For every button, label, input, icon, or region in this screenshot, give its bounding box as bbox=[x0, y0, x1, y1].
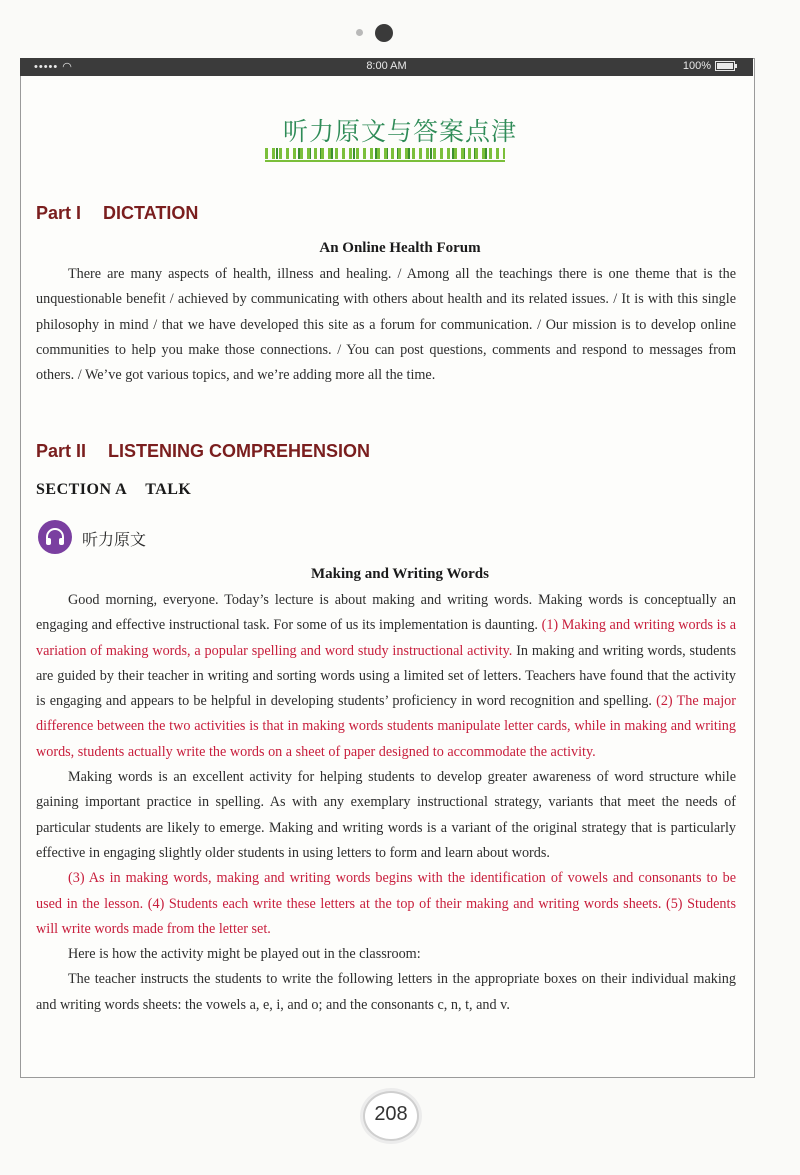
part1-passage bbox=[36, 262, 736, 388]
battery-percent: 100% bbox=[682, 60, 711, 72]
battery-status bbox=[683, 60, 735, 72]
dictation-text: There are many aspects of health, illness and healing. / Among all the teachings there is one theme that is the unquestionable benefit / achieved by communicating with others about health and its related issues. / It is with this single philosophy in mind / that we have developed this site as a forum for communication. / Our mission is to develop online communities to help you make those connections. / You can post questions, comments and respond to messages from others. / We’ve got various topics, and we’re adding more all the time. bbox=[36, 266, 736, 384]
part2-heading bbox=[36, 441, 370, 462]
part2-number: Part II bbox=[36, 441, 87, 461]
part1-name: DICTATION bbox=[103, 203, 199, 223]
part1-heading bbox=[36, 203, 198, 224]
answer-1: (1) Making and writing words is a variation of making words, a popular spelling and word study instructional activity. bbox=[36, 617, 736, 659]
section-a-heading bbox=[36, 481, 191, 499]
part2-passage-title: Making and Writing Words bbox=[311, 566, 489, 582]
page-number-badge bbox=[363, 1091, 419, 1141]
title-decoration bbox=[265, 148, 505, 159]
device-camera bbox=[353, 22, 403, 44]
page-number: 208 bbox=[374, 1103, 408, 1125]
paragraph-1 bbox=[36, 588, 736, 765]
part1-number: Part I bbox=[36, 203, 82, 223]
camera-lens bbox=[375, 24, 393, 42]
p1-text-c: In making and writing words, students are guided by their teacher in writing and sorting words using a limited set of letters. Teachers have found that the activity is engaging and appears to be helpful in developing students’ proficiency in word recognition and spelling. bbox=[36, 642, 736, 710]
section-label: SECTION A bbox=[36, 481, 128, 498]
signal-indicator: ••••• ◠ bbox=[34, 61, 73, 73]
battery-icon bbox=[715, 61, 735, 71]
audio-label-text: 听力原文 bbox=[82, 530, 147, 549]
part1-passage-title: An Online Health Forum bbox=[319, 240, 481, 256]
answers-3-5: (3) As in making words, making and writing words begins with the identification of vowels and consonants to be used in the lesson. (4) Students each write these letters at the top of their making and writing words sheets. (5) Students will write words made from the letter set. bbox=[36, 870, 736, 937]
paragraph-5: The teacher instructs the students to write the following letters in the appropriate boxes on their individual making and writing words sheets: the vowels a, e, i, and o; and the consonants c, n, t, and v. bbox=[36, 971, 736, 1013]
sensor-dot bbox=[356, 29, 363, 36]
section-name: TALK bbox=[145, 481, 192, 498]
status-time: 8:00 AM bbox=[366, 60, 407, 72]
page-title: 听力原文与答案点津 bbox=[282, 117, 517, 146]
headphones-icon bbox=[38, 520, 72, 554]
p1-text-a: Good morning, everyone. Today’s lecture is about making and writing words. Making words is conceptually an engaging and effective instructional task. For some of us its implementation is daunting. bbox=[36, 592, 736, 634]
part2-name: LISTENING COMPREHENSION bbox=[108, 441, 371, 461]
paragraph-4: Here is how the activity might be played out in the classroom: bbox=[68, 946, 421, 963]
title-underline bbox=[265, 160, 505, 162]
status-bar bbox=[20, 58, 753, 76]
answer-2: (2) The major difference between the two activities is that in making words students manipulate letter cards, while in making and writing words, students actually write the words on a sheet of paper designed to accommodate the activity. bbox=[36, 693, 736, 760]
part2-passage bbox=[36, 588, 736, 1018]
paragraph-2: Making words is an excellent activity for helping students to develop greater awareness of word structure while gaining important practice in spelling. As with any exemplary instructional strategy, variants that meet the needs of particular students are likely to emerge. Making and writing words is a variant of the original strategy that is particularly effective in engaging slightly older students in using letters to form and learn about words. bbox=[36, 769, 736, 861]
